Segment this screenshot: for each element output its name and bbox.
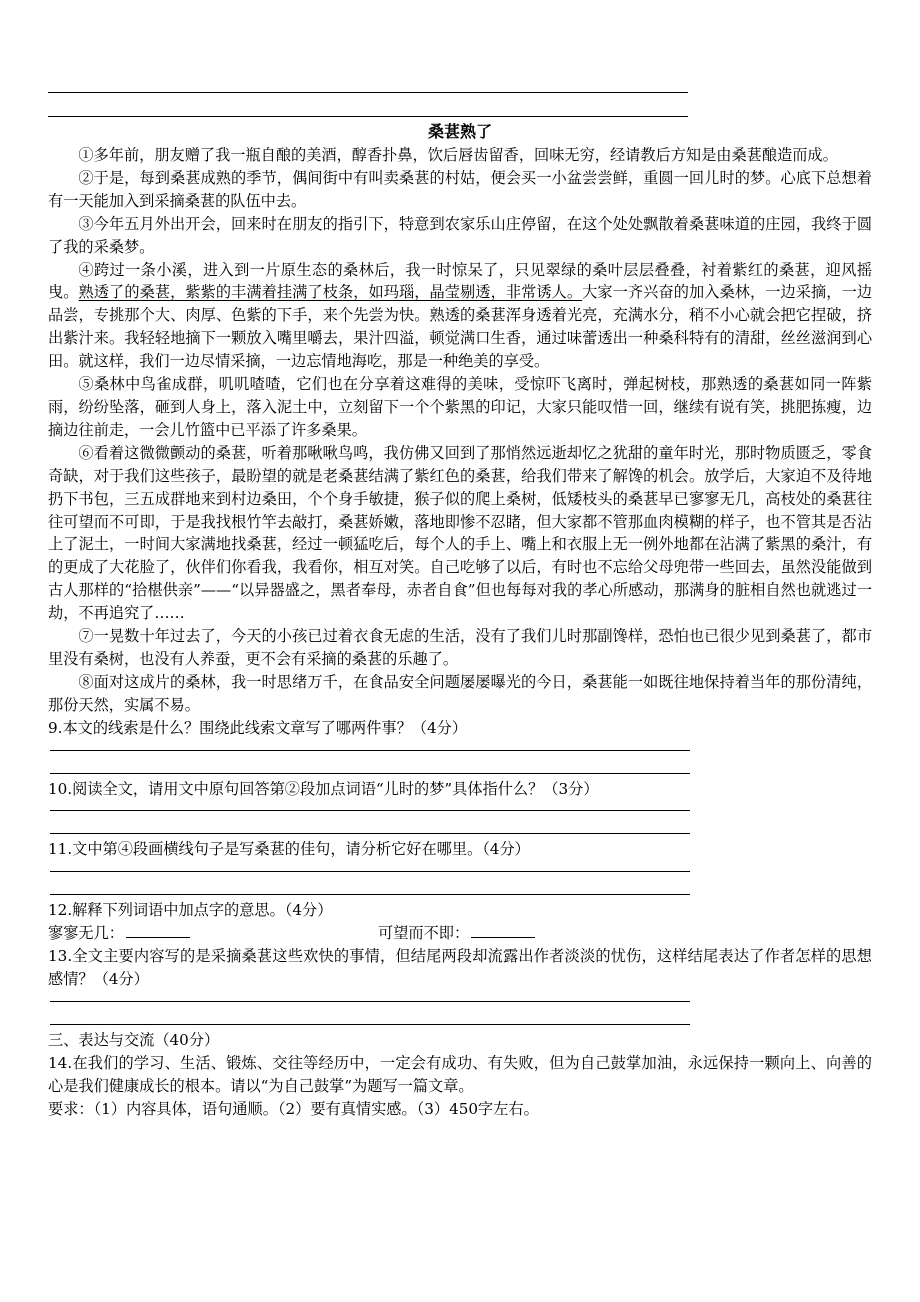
paragraph-2: ②于是，每到桑葚成熟的季节，偶间街中有叫卖桑葚的村姑，便会买一小盆尝尝鲜，重圆一回儿时的梦。心底下总想着有一天能加入到采摘桑葚的队伍中去。 bbox=[48, 168, 872, 210]
answer-line-q10-2[interactable] bbox=[50, 833, 690, 834]
paragraph-1: ①多年前，朋友赠了我一瓶自酿的美酒，醇香扑鼻，饮后唇齿留香，回味无穷，经请教后方知是由桑葚酿造而成。 bbox=[78, 146, 838, 164]
article-title: 桑葚熟了 bbox=[427, 122, 492, 141]
answer-line-q11-2[interactable] bbox=[50, 894, 690, 895]
question-14-requirements: 要求：（1）内容具体，语句通顺。（2）要有真情实感。（3）450字左右。 bbox=[48, 1099, 539, 1118]
paragraph-8: ⑧面对这成片的桑林，我一时思绪万千，在食品安全问题屡屡曝光的今日，桑葚能一如既往地保持着当年的那份清纯，那份天然，实属不易。 bbox=[48, 672, 872, 714]
question-14: 14.在我们的学习、生活、锻炼、交往等经历中，一定会有成功、有失败，但为自己鼓掌加油，永远保持一颗向上、向善的心是我们健康成长的根本。请以“为自己鼓掌”为题写一篇文章。 bbox=[48, 1053, 872, 1095]
paragraph-3: ③今年五月外出开会，回来时在朋友的指引下，特意到农家乐山庄停留，在这个处处飘散着桑葚味道的庄园，我终于圆了我的采桑梦。 bbox=[48, 214, 872, 256]
question-10: 10.阅读全文，请用文中原句回答第②段加点词语“儿时的梦”具体指什么？（3分） bbox=[48, 779, 599, 798]
paragraph-5: ⑤桑林中鸟雀成群，叽叽喳喳，它们也在分享着这难得的美味，受惊吓飞离时，弹起树枝，那熟透的桑葚如同一阵紫雨，纷纷坠落，砸到人身上，落入泥土中，立刻留下一个个紫黑的印记，大家只能叹惜一回，继续有说有笑，挑肥拣瘦，边摘边往前走，一会儿竹篮中已平添了许多桑果。 bbox=[48, 375, 872, 439]
paragraph-4 bbox=[48, 259, 872, 374]
answer-line-q13-2[interactable] bbox=[50, 1024, 690, 1025]
article-body bbox=[48, 144, 872, 1121]
paragraph-4-intro: ④跨过一条小溪，进入到一片原生态的桑林后，我一时惊呆了，只见翠绿的桑叶层层叠叠，衬着紫红的桑葚，迎风摇曳。 bbox=[48, 260, 872, 302]
paragraph-4-rest: 大家一齐兴奋的加入桑林，一边采摘，一边品尝，专挑那个大、肉厚、色紫的下手，来个先尝为快。熟透的桑葚浑身透着光亮，充满水分，稍不小心就会把它捏破，挤出紫汁来。我轻轻地摘下一颗放入嘴里嚼去，果汁四溢，顿觉满口生香，通过味蕾透出一种桑科特有的清甜，丝丝滋润到心田。就这样，我们一边尽情采摘，一边忘情地海吃，那是一种绝美的享受。 bbox=[48, 283, 873, 371]
q12-blank-b[interactable] bbox=[471, 923, 535, 938]
paragraph-7: ⑦一晃数十年过去了，今天的小孩已过着衣食无虑的生活，没有了我们儿时那副馋样，恐怕也已很少见到桑葚了，都市里没有桑树，也没有人养蚕，更不会有采摘的桑葚的乐趣了。 bbox=[48, 627, 872, 668]
top-answer-line-2 bbox=[48, 116, 688, 117]
q12-term-a: 寥寥无几： bbox=[48, 924, 124, 943]
answer-line-q9-2[interactable] bbox=[50, 773, 690, 774]
question-12: 12.解释下列词语中加点字的意思。（4分） bbox=[48, 901, 333, 920]
question-9: 9.本文的线索是什么？围绕此线索文章写了哪两件事？（4分） bbox=[48, 718, 468, 737]
section-3-heading: 三、表达与交流（40分） bbox=[48, 1031, 220, 1049]
q12-blank-a[interactable] bbox=[126, 923, 190, 938]
paragraph-6: ⑥看着这微微颤动的桑葚，听着那啾啾鸟鸣，我仿佛又回到了那悄然远逝却忆之犹甜的童年时光，那时物质匮乏，零食奇缺，对于我们这些孩子，最盼望的就是老桑葚结满了紫红色的桑葚，给我们带来了解馋的机会。放学后，大家迫不及待地扔下书包，三五成群地来到村边桑田，个个身手敏捷，猴子似的爬上桑树，低矮枝头的桑葚早已寥寥无几，高枝处的桑葚往往可望而不可即，于是我找根竹竿去敲打，桑葚娇嫩，落地即惨不忍睹，但大家都不管那血肉模糊的样子，也不管其是否沾上了泥土，一时间大家满地找桑葚，经过一顿猛吃后，每个人的手上、嘴上和衣服上无一例外地都在沾满了紫黑的桑汁，有的更成了大花脸了，伙伴们你看我，我看你，相互对笑。自己吃够了以后，有时也不忘给父母兜带一些回去，虽然没能做到古人那样的“拾椹供亲”——“以异器盛之，黑者奉母，赤者自食”但也每每对我的孝心所感动，那满身的脏相自然也就逃过一劫，不再追究了…… bbox=[48, 443, 872, 623]
question-12-items bbox=[48, 922, 872, 945]
q12-term-b: 可望而不即： bbox=[378, 924, 470, 943]
question-13: 13.全文主要内容写的是采摘桑葚这些欢快的事情，但结尾两段却流露出作者淡淡的忧伤，这样结尾表达了作者怎样的思想感情？（4分） bbox=[48, 947, 872, 989]
top-answer-line-1 bbox=[48, 92, 688, 93]
question-11: 11.文中第④段画横线句子是写桑葚的佳句，请分析它好在哪里。（4分） bbox=[48, 840, 530, 859]
underlined-sentence: 熟透了的桑葚，紫紫的丰满着挂满了枝条，如玛瑙，晶莹剔透，非常诱人。 bbox=[78, 283, 583, 302]
